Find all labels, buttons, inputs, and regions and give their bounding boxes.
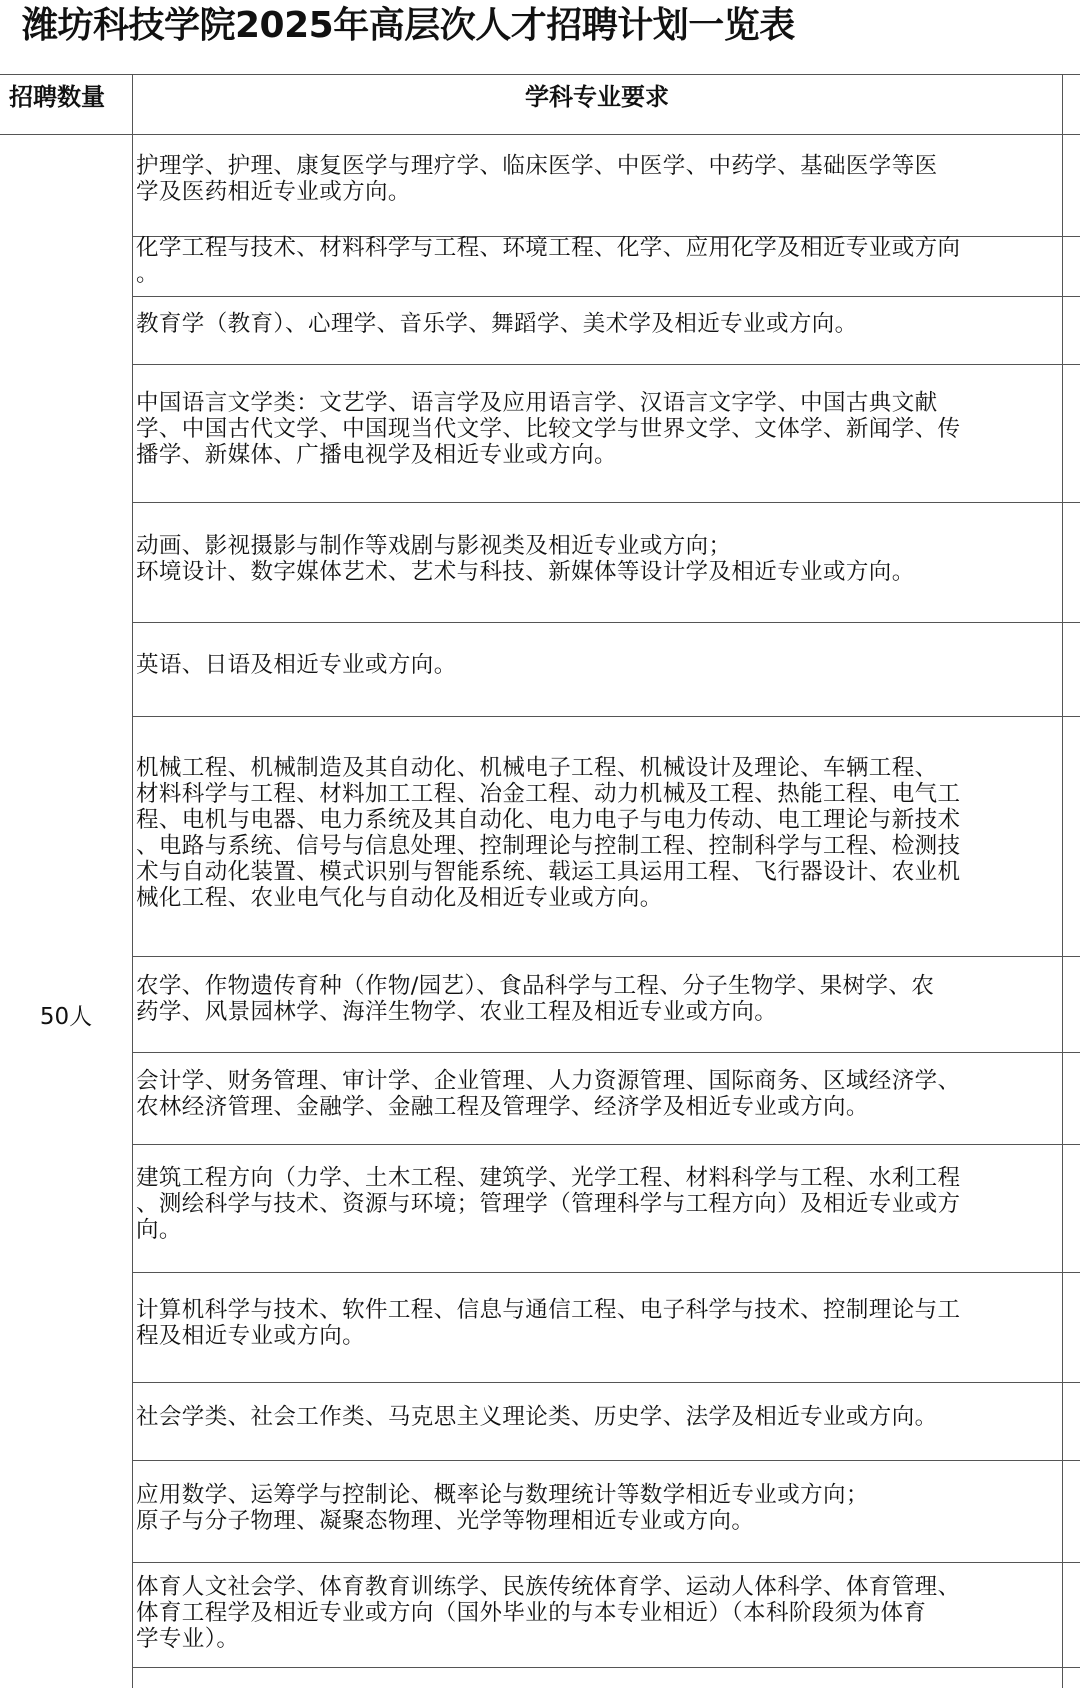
header-count: 招聘数量 (9, 83, 105, 111)
row-divider (132, 1272, 1080, 1273)
table-row: 社会学类、社会工作类、马克思主义理论类、历史学、法学及相近专业或方向。 (136, 1404, 938, 1430)
right-column-edge (1062, 74, 1063, 1688)
row-divider (132, 1667, 1080, 1668)
table-row: 化学工程与技术、材料科学与工程、环境工程、化学、应用化学及相近专业或方向 。 (136, 235, 961, 287)
row-divider (132, 1382, 1080, 1383)
row-divider (132, 1052, 1080, 1053)
row-divider (132, 502, 1080, 503)
row-divider (132, 364, 1080, 365)
table-row: 应用数学、运筹学与控制论、概率论与数理统计等数学相近专业或方向； 原子与分子物理、凝聚态物理、光学等物理相近专业或方向。 (136, 1482, 869, 1534)
table-row: 会计学、财务管理、审计学、企业管理、人力资源管理、国际商务、区域经济学、 农林经济管理、金融学、金融工程及管理学、经济学及相近专业或方向。 (136, 1068, 961, 1120)
header-bottom-border (0, 134, 1080, 135)
row-divider (132, 1562, 1080, 1563)
column-divider (132, 74, 133, 1688)
table-row: 动画、影视摄影与制作等戏剧与影视类及相近专业或方向； 环境设计、数字媒体艺术、艺术与科技、新媒体等设计学及相近专业或方向。 (136, 533, 915, 585)
table-top-border (0, 74, 1080, 75)
table-row: 教育学（教育）、心理学、音乐学、舞蹈学、美术学及相近专业或方向。 (136, 311, 858, 337)
row-divider (132, 716, 1080, 717)
table-row: 英语、日语及相近专业或方向。 (136, 652, 457, 678)
row-divider (132, 1144, 1080, 1145)
header-requirement: 学科专业要求 (525, 83, 669, 111)
row-divider (132, 956, 1080, 957)
table-row: 计算机科学与技术、软件工程、信息与通信工程、电子科学与技术、控制理论与工 程及相近专业或方向。 (136, 1297, 961, 1349)
page-title: 潍坊科技学院2025年高层次人才招聘计划一览表 (22, 5, 795, 46)
table-row: 体育人文社会学、体育教育训练学、民族传统体育学、运动人体科学、体育管理、 体育工程学及相近专业或方向（国外毕业的与本专业相近）（本科阶段须为体育 学专业）。 (136, 1574, 961, 1652)
row-divider (132, 1460, 1080, 1461)
table-row: 护理学、护理、康复医学与理疗学、临床医学、中医学、中药学、基础医学等医 学及医药相近专业或方向。 (136, 153, 938, 205)
row-divider (132, 622, 1080, 623)
table-row: 建筑工程方向（力学、土木工程、建筑学、光学工程、材料科学与工程、水利工程 、测绘科学与技术、资源与环境；管理学（管理科学与工程方向）及相近专业或方 向。 (136, 1165, 961, 1243)
table-row: 机械工程、机械制造及其自动化、机械电子工程、机械设计及理论、车辆工程、 材料科学与工程、材料加工工程、冶金工程、动力机械及工程、热能工程、电气工 程、电机与电器、电力系统及其自动化、电力电子与电力传动、电工理论与新技术 、电路与系统、信号与信息处理、控制理论与控制工程、控制科学与工程、检测技 术与自动化装置、模式识别与智能系统、载运工具运用工程、飞行器设计、农业机 械化工程、农业电气化与自动化及相近专业或方向。 (136, 755, 961, 911)
row-divider (132, 296, 1080, 297)
table-row: 中国语言文学类：文艺学、语言学及应用语言学、汉语言文字学、中国古典文献 学、中国古代文学、中国现当代文学、比较文学与世界文学、文体学、新闻学、传 播学、新媒体、广播电视学及相近专业或方向。 (136, 390, 961, 468)
table-row: 农学、作物遗传育种（作物/园艺）、食品科学与工程、分子生物学、果树学、农 药学、风景园林学、海洋生物学、农业工程及相近专业或方向。 (136, 973, 935, 1025)
recruitment-count: 50人 (39, 1004, 93, 1030)
